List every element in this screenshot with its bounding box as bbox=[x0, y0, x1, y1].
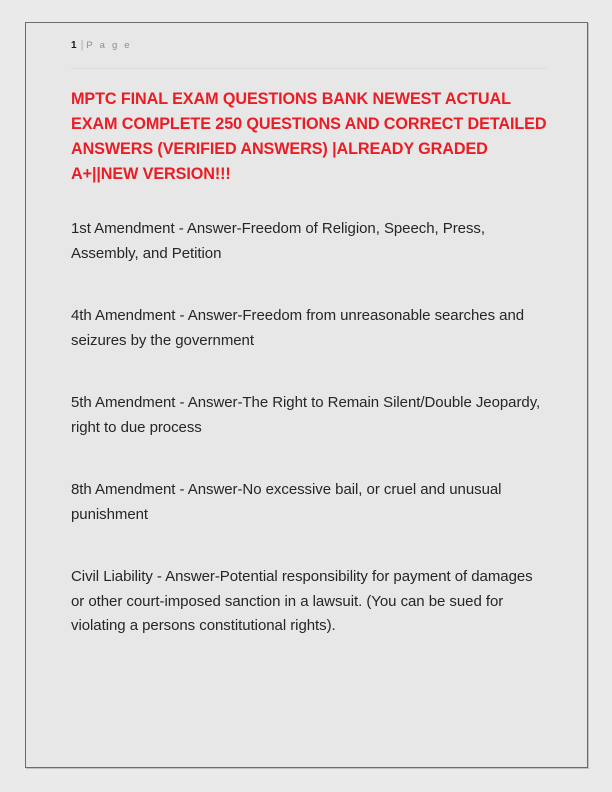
qa-paragraph-amendment-8: 8th Amendment - Answer-No excessive bail, or cruel and unusual punishment bbox=[71, 481, 502, 523]
page-number: 1 bbox=[71, 40, 77, 51]
page-content-area bbox=[71, 33, 569, 639]
qa-paragraph-amendment-1: 1st Amendment - Answer-Freedom of Religion, Speech, Press, Assembly, and Petition bbox=[71, 220, 485, 262]
document-title: MPTC FINAL EXAM QUESTIONS BANK NEWEST ACTUAL EXAM COMPLETE 250 QUESTIONS AND CORRECT DETAILED ANSWERS (VERIFIED ANSWERS) |ALREADY GRADED A+||NEW VERSION!!! bbox=[71, 90, 547, 183]
header-divider bbox=[71, 68, 547, 69]
running-header bbox=[71, 33, 569, 65]
header-page-label: P a g e bbox=[86, 40, 132, 51]
question-answer-list bbox=[71, 217, 569, 639]
qa-paragraph-civil-liability: Civil Liability - Answer-Potential responsibility for payment of damages or other court-imposed sanction in a lawsuit. (You can be sued for violating a persons constitutional rights). bbox=[71, 568, 533, 634]
document-page bbox=[25, 22, 588, 768]
qa-paragraph-amendment-5: 5th Amendment - Answer-The Right to Remain Silent/Double Jeopardy, right to due process bbox=[71, 394, 541, 436]
qa-paragraph-amendment-4: 4th Amendment - Answer-Freedom from unreasonable searches and seizures by the government bbox=[71, 307, 525, 349]
header-separator: | bbox=[80, 39, 84, 51]
